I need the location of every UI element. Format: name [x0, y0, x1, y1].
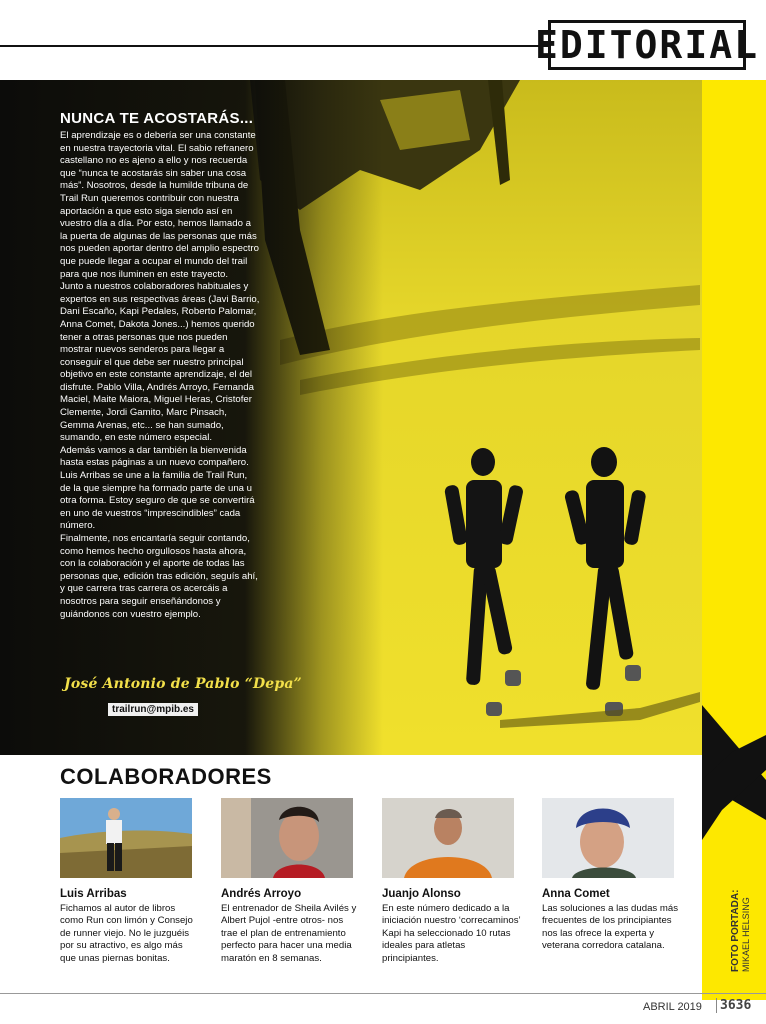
collaborator-photo	[542, 798, 674, 878]
collaborator-photo	[221, 798, 353, 878]
collaborator-card	[60, 798, 210, 965]
issue-date: ABRIL 2019	[643, 1001, 702, 1013]
collaborator-photo-image	[382, 798, 514, 878]
collaborator-card	[221, 798, 371, 965]
right-accent-strip	[702, 80, 766, 1000]
collaborator-photo	[60, 798, 192, 878]
collaborator-card	[382, 798, 532, 965]
collaborator-name: Luis Arribas	[60, 888, 127, 900]
cover-credit-label: FOTO PORTADA:	[730, 889, 741, 972]
editor-email[interactable]: trailrun@mpib.es	[108, 703, 198, 716]
collaborator-photo-image	[542, 798, 674, 878]
collaborator-name: Anna Comet	[542, 888, 610, 900]
editorial-paragraph: Además vamos a dar también la bienvenida hasta estas páginas a un nuevo compañero. Luis Arribas se une a la familia de Trail Run, de la que siempre ha formado parte de una u otra forma. Estoy seguro de que se convertirá en uno de vuestros “imprescindibles” cada número.	[60, 444, 255, 532]
cover-credit-name: MIKAEL HELSING	[741, 897, 751, 972]
collaborator-photo	[382, 798, 514, 878]
editorial-heading: NUNCA TE ACOSTARÁS...	[60, 110, 254, 127]
collaborator-photo-image	[60, 798, 192, 878]
section-badge-label: EDITORIAL	[535, 23, 759, 67]
collaborators-title: COLABORADORES	[60, 764, 272, 789]
x-mark-decoration	[702, 80, 766, 1000]
cover-photo-credit	[730, 890, 751, 972]
editor-signature: José Antonio de Pablo “Depa”	[64, 676, 302, 692]
collaborator-photo-image	[221, 798, 353, 878]
collaborator-description: El entrenador de Sheila Avilés y Albert Pujol -entre otros- nos trae el plan de entrenamiento perfecto para hacer una media maratón en 8 semanas.	[221, 903, 357, 964]
collaborator-card	[542, 798, 692, 953]
collaborator-description: Fichamos al autor de libros como Run con limón y Consejo de runner viejo. No le juzguéis por su atractivo, es algo más que unas piernas bonitas.	[60, 903, 193, 964]
editorial-paragraph: Finalmente, nos encantaría seguir contando, como hemos hecho orgullosos hasta ahora, con la colaboración y el aporte de todas las personas que, edición tras edición, seguís ahí, y que carrera tras carrera os acercáis a nosotros para seguir enseñándonos y guiándonos con vuestro ejemplo.	[60, 533, 258, 620]
header-rule	[0, 45, 548, 47]
footer-rule	[0, 993, 766, 994]
editorial-paragraph: Junto a nuestros colaboradores habituales y expertos en sus respectivas áreas (Javi Barrio, Dani Escaño, Kapi Pedales, Roberto Palomar, Anna Comet, Dakota Jones...) hemos querido tener a otras personas que nos pueden mostrar nuevos senderos para llegar a conseguir el que debe ser nuestro principal objetivo en este constante aprendizaje, el del disfrute. Pablo Villa, Andrés Arroyo, Fernanda Maciel, Maite Maiora, Miguel Heras, Cristofer Clemente, Jordi Gamito, Marc Pinsach, Gemma Arenas, etc... se han sumado, sumando, en este número especial.	[60, 281, 260, 444]
collaborator-name: Andrés Arroyo	[221, 888, 302, 900]
editorial-column	[60, 110, 260, 621]
page-number: 3636	[716, 998, 751, 1013]
collaborator-name: Juanjo Alonso	[382, 888, 461, 900]
collaborator-description: Las soluciones a las dudas más frecuentes de los principiantes nos las ofrece la experta y veterana corredora catalana.	[542, 903, 678, 952]
editorial-paragraph: El aprendizaje es o debería ser una constante en nuestra trayectoria vital. El sabio refranero castellano no es ajeno a ello y nos recuerda que “nunca te acostarás sin saber una cosa más”. Nosotros, desde la humilde tribuna de Trail Run queremos contribuir con nuestra aportación a que esto siga siendo así en vuestro día a día. Por esto, hemos llamado a la puerta de algunas de las personas que más nos pueden aportar dentro del amplio espectro que puede llegar a ocupar el mundo del trail para que nos iluminen en este trayecto.	[60, 130, 259, 280]
section-badge	[535, 20, 759, 70]
collaborator-description: En este número dedicado a la iniciación nuestro ‘correcaminos’ Kapi ha seleccionado 10 rutas ideales para atletas principiantes.	[382, 903, 521, 964]
